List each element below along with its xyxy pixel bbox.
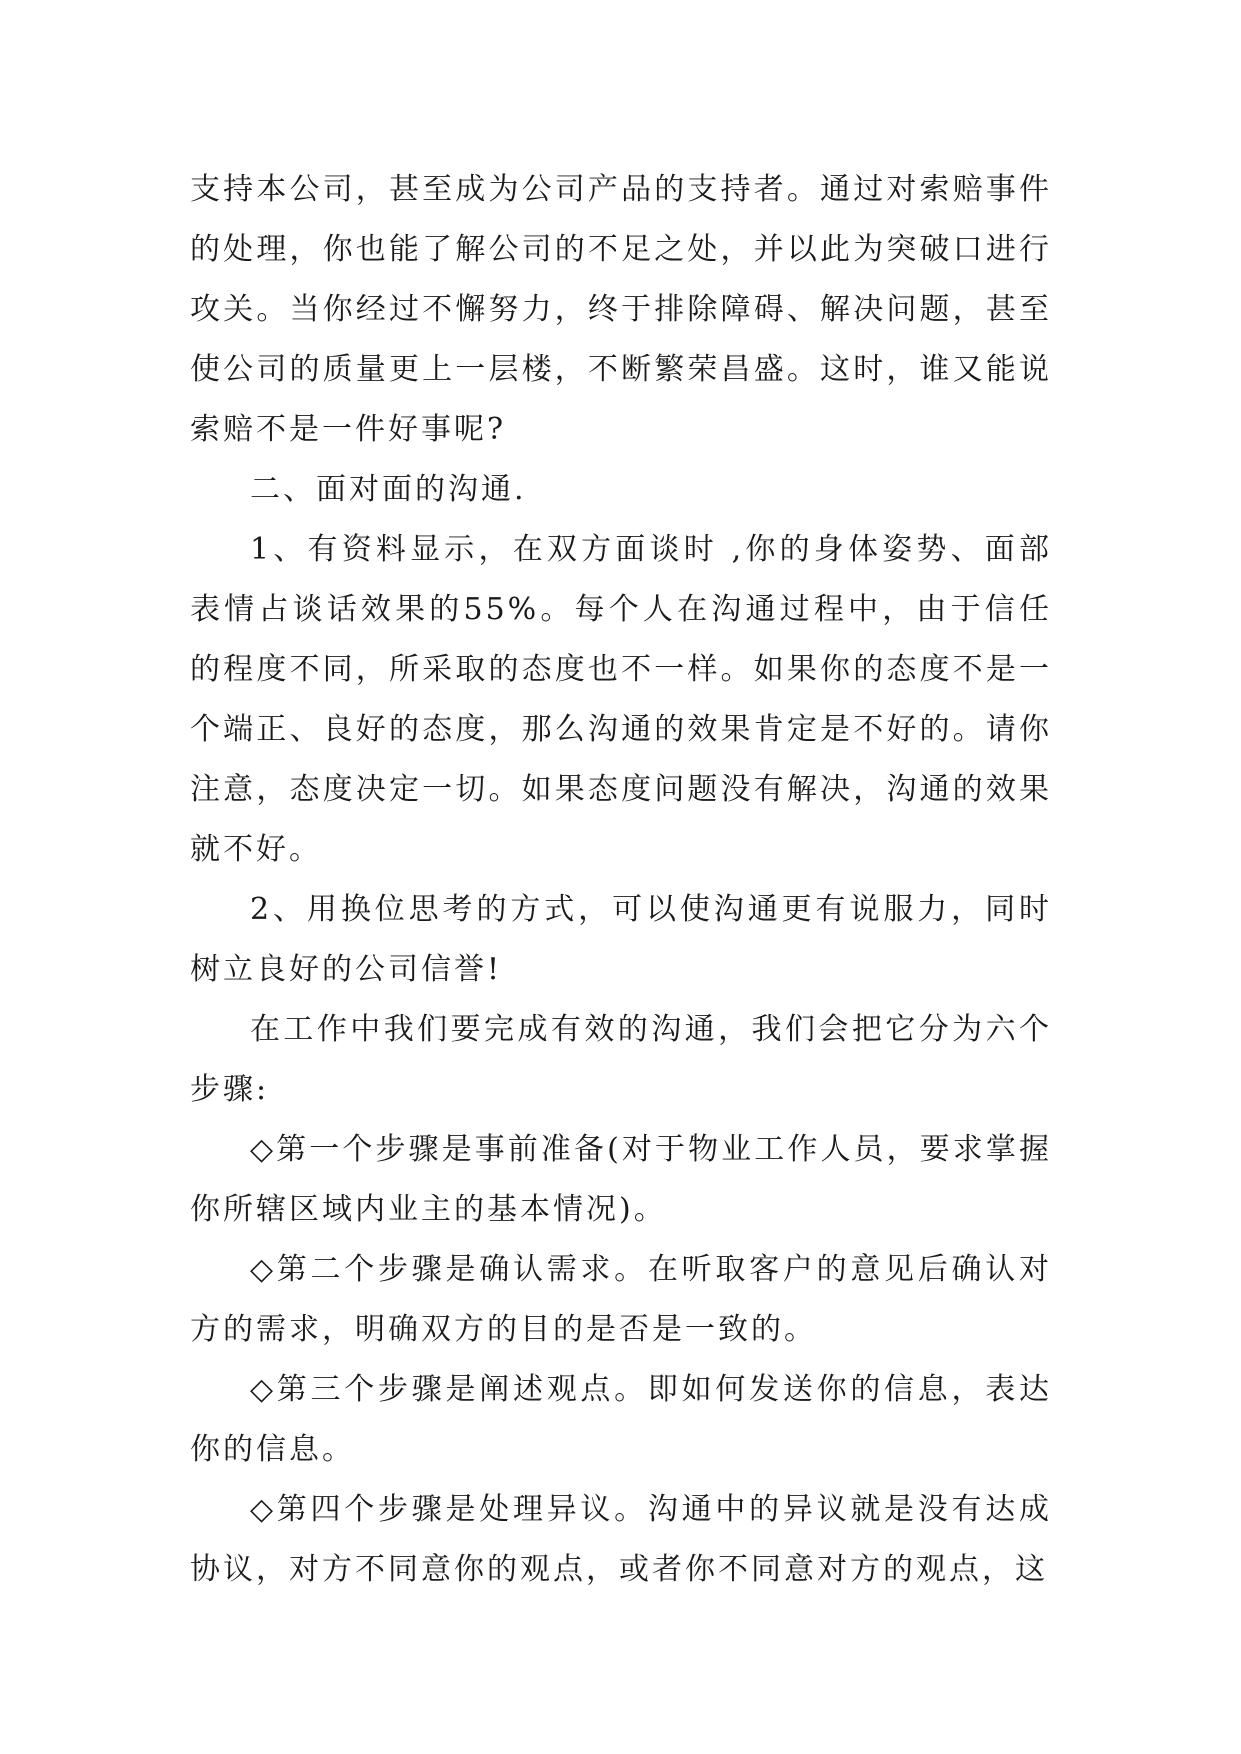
- paragraph-empathy: 2、用换位思考的方式，可以使沟通更有说服力，同时树立良好的公司信誉!: [190, 892, 1052, 987]
- paragraph-step-two: ◇第二个步骤是确认需求。在听取客户的意见后确认对方的需求，明确双方的目的是否是一致的。: [190, 1252, 1052, 1347]
- paragraph-six-steps-intro: 在工作中我们要完成有效的沟通，我们会把它分为六个步骤:: [190, 1012, 1052, 1107]
- paragraph-body-language: 1、有资料显示，在双方面谈时 ,你的身体姿势、面部表情占谈话效果的55%。每个人在沟通过程中，由于信任的程度不同，所采取的态度也不一样。如果你的态度不是一个端正、良好的态度，那么沟通的效果肯定是不好的。请你注意，态度决定一切。如果态度问题没有解决，沟通的效果就不好。: [190, 532, 1052, 867]
- document-page: [190, 160, 1052, 1600]
- paragraph-step-one: ◇第一个步骤是事前准备(对于物业工作人员，要求掌握你所辖区域内业主的基本情况)。: [190, 1132, 1052, 1227]
- paragraph-claims-conclusion: 支持本公司，甚至成为公司产品的支持者。通过对索赔事件的处理，你也能了解公司的不足之处，并以此为突破口进行攻关。当你经过不懈努力，终于排除障碍、解决问题，甚至使公司的质量更上一层楼，不断繁荣昌盛。这时，谁又能说索赔不是一件好事呢?: [190, 172, 1052, 447]
- section-heading-face-to-face: 二、面对面的沟通.: [250, 472, 527, 507]
- paragraph-step-three: ◇第三个步骤是阐述观点。即如何发送你的信息，表达你的信息。: [190, 1372, 1052, 1467]
- paragraph-step-four: ◇第四个步骤是处理异议。沟通中的异议就是没有达成协议，对方不同意你的观点，或者你不同意对方的观点，这: [190, 1492, 1052, 1587]
